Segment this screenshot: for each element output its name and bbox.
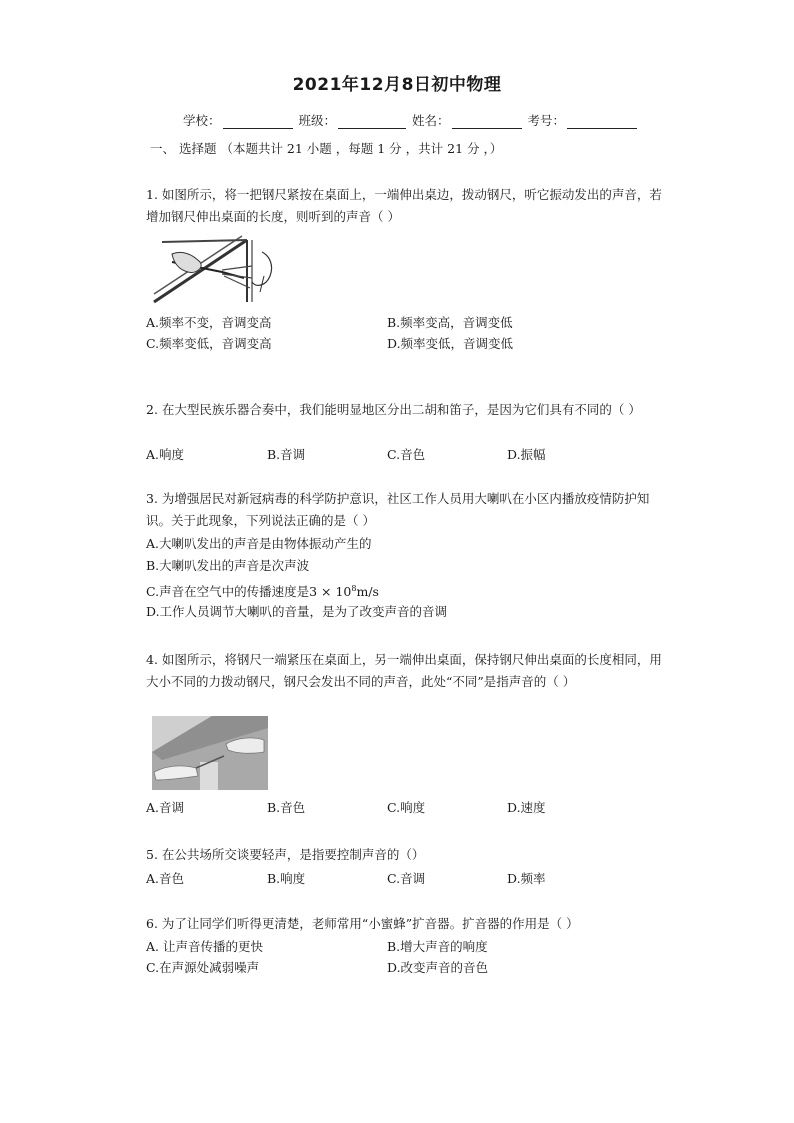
option-a[interactable]: A.大喇叭发出的声音是由物体振动产生的	[146, 536, 372, 551]
option-c[interactable]: C.频率变低，音调变高	[146, 336, 272, 351]
page-title: 2021年12月8日初中物理	[292, 75, 502, 95]
option-a[interactable]: A.音调	[146, 800, 185, 815]
exam-number-blank[interactable]	[567, 114, 637, 129]
option-b[interactable]: B.频率变高，音调变低	[387, 315, 513, 330]
option-b[interactable]: B.音色	[267, 800, 306, 815]
section-title: 一、 选择题 （本题共计 21 小题 ，每题 1 分 ，共计 21 分 ，）	[150, 141, 503, 156]
name-label: 姓名：	[412, 113, 450, 128]
student-info-row	[183, 111, 653, 129]
question-stem: 1. 如图所示，将一把钢尺紧按在桌面上，一端伸出桌边，拨动钢尺，听它振动发出的声音，若增加钢尺伸出桌面的长度，则听到的声音（ ）	[146, 187, 662, 224]
school-field	[183, 111, 293, 129]
option-c-unit: m/s	[356, 584, 379, 600]
option-a[interactable]: A. 让声音传播的更快	[146, 939, 263, 954]
school-blank[interactable]	[223, 114, 293, 129]
class-blank[interactable]	[338, 114, 406, 129]
question-5	[146, 844, 671, 866]
question-2	[146, 399, 671, 421]
option-d[interactable]: D.改变声音的音色	[387, 960, 489, 975]
question-1	[146, 184, 671, 228]
option-c[interactable]: C.响度	[387, 800, 426, 815]
question-stem: 3. 为增强居民对新冠病毒的科学防护意识，社区工作人员用大喇叭在小区内播放疫情防护知识。关于此现象，下列说法正确的是（ ）	[146, 491, 650, 528]
option-d[interactable]: D.振幅	[507, 447, 546, 462]
option-c-exponent: 8	[351, 584, 357, 593]
option-c[interactable]	[146, 578, 379, 602]
option-b[interactable]: B.增大声音的响度	[387, 939, 488, 954]
question-3	[146, 488, 671, 532]
option-c[interactable]: C.在声源处减弱噪声	[146, 960, 260, 975]
option-d[interactable]: D.频率变低，音调变低	[387, 336, 514, 351]
question-stem: 4. 如图所示，将钢尺一端紧压在桌面上，另一端伸出桌面，保持钢尺伸出桌面的长度相同，用大小不同的力拨动钢尺，钢尺会发出不同的声音，此处“不同”是指声音的（ ）	[146, 652, 662, 689]
question-6	[146, 913, 671, 935]
class-label: 班级：	[298, 113, 337, 128]
exam-number-label: 考号：	[527, 113, 566, 128]
name-blank[interactable]	[452, 114, 522, 129]
option-c-text: C.声音在空气中的传播速度是3 × 10	[146, 584, 352, 600]
class-field	[299, 111, 407, 129]
ruler-on-table-figure	[152, 232, 280, 304]
option-d[interactable]: D.工作人员调节大喇叭的音量，是为了改变声音的音调	[146, 604, 448, 619]
option-b[interactable]: B.音调	[267, 447, 306, 462]
school-label: 学校：	[183, 113, 221, 128]
question-stem: 2. 在大型民族乐器合奏中，我们能明显地区分出二胡和笛子，是因为它们具有不同的（ ）	[146, 402, 641, 417]
exam-number-field	[528, 111, 638, 129]
option-b[interactable]: B.大喇叭发出的声音是次声波	[146, 558, 310, 573]
option-b[interactable]: B.响度	[267, 871, 306, 886]
option-c[interactable]: C.音调	[387, 871, 426, 886]
option-c[interactable]: C.音色	[387, 447, 426, 462]
question-stem: 5. 在公共场所交谈要轻声，是指要控制声音的（）	[146, 847, 425, 862]
ruler-pluck-figure	[152, 716, 268, 790]
option-d[interactable]: D.频率	[507, 871, 546, 886]
option-a[interactable]: A.音色	[146, 871, 185, 886]
option-a[interactable]: A.响度	[146, 447, 185, 462]
question-4	[146, 649, 671, 693]
name-field	[412, 111, 522, 129]
question-stem: 6. 为了让同学们听得更清楚，老师常用“小蜜蜂”扩音器。扩音器的作用是（ ）	[146, 916, 579, 931]
option-d[interactable]: D.速度	[507, 800, 546, 815]
option-a[interactable]: A.频率不变，音调变高	[146, 315, 272, 330]
